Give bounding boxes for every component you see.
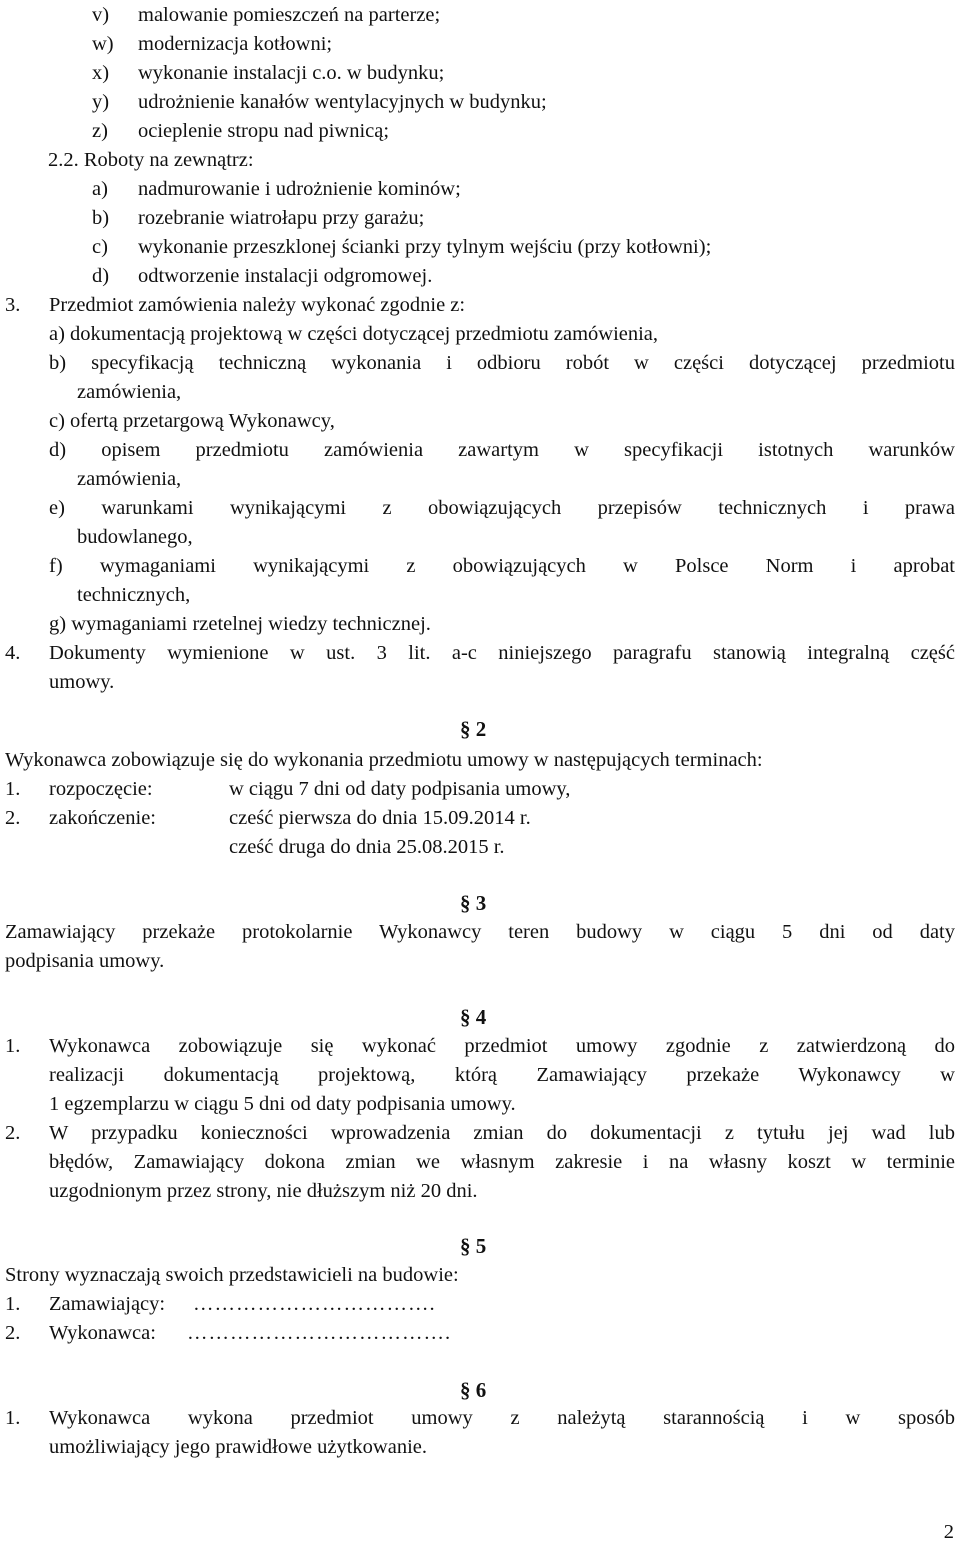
row-number: 1. [5, 778, 21, 800]
row-number: 1. [5, 1293, 21, 1315]
list-text: malowanie pomieszczeń na parterze; [138, 4, 441, 26]
row-value: w ciągu 7 dni od daty podpisania umowy, [229, 778, 571, 800]
point-3-number: 3. [5, 294, 21, 316]
list-text: rozebranie wiatrołapu przy garażu; [138, 207, 425, 229]
section-6-point-1-line-1: Wykonawca wykona przedmiot umowy z należytą starannością i w sposób [49, 1407, 955, 1429]
section-6-point-1-line-2: umożliwiający jego prawidłowe użytkowanie. [49, 1436, 427, 1458]
paragraph-symbol: § [460, 717, 471, 741]
signature-dots: ………………………………. [187, 1322, 452, 1344]
list-marker: d) [92, 265, 110, 287]
point-3-item-d-cont: zamówienia, [77, 468, 182, 490]
list-item-d [92, 265, 433, 287]
list-marker: z) [92, 120, 108, 142]
signature-dots: ……………………………. [193, 1293, 436, 1315]
section-4-point-1-line-2: realizacji dokumentacją projektową, którą Zamawiający przekaże Wykonawcy w [49, 1064, 955, 1086]
list-item-a [92, 178, 461, 200]
list-item-c [92, 236, 712, 258]
list-marker: w) [92, 33, 114, 55]
section-6-heading [460, 1378, 486, 1403]
list-text: ocieplenie stropu nad piwnicą; [138, 120, 390, 142]
row-number: 2. [5, 1322, 21, 1344]
list-text: wykonanie instalacji c.o. w budynku; [138, 62, 445, 84]
row-label: Wykonawca: [49, 1322, 156, 1344]
section-3-line-1: Zamawiający przekaże protokolarnie Wykonawcy teren budowy w ciągu 5 dni od daty [5, 921, 955, 943]
list-item-x [92, 62, 445, 84]
section-4-point-2-line-3: uzgodnionym przez strony, nie dłuższym niż 20 dni. [49, 1180, 478, 1202]
list-marker: x) [92, 62, 110, 84]
section-4-point-2-number: 2. [5, 1122, 21, 1144]
section-6-point-1-number: 1. [5, 1407, 21, 1429]
list-marker: c) [92, 236, 108, 258]
row-label: zakończenie: [49, 807, 156, 829]
section-number: 3 [475, 891, 487, 915]
list-item-z [92, 120, 390, 142]
section-2-row-1 [5, 778, 571, 800]
point-3-item-e: e) warunkami wynikającymi z obowiązujących przepisów technicznych i prawa [49, 497, 955, 519]
list-marker: y) [92, 91, 110, 113]
section-5-heading [460, 1234, 486, 1259]
paragraph-symbol: § [460, 1005, 471, 1029]
paragraph-symbol: § [460, 1234, 471, 1258]
list-item-w [92, 33, 333, 55]
list-text: nadmurowanie i udrożnienie kominów; [138, 178, 461, 200]
list-item-v [92, 4, 441, 26]
row-value: cześć pierwsza do dnia 15.09.2014 r. [229, 807, 531, 829]
point-3-item-f: f) wymaganiami wynikającymi z obowiązujących w Polsce Norm i aprobat [49, 555, 955, 577]
point-3-text: Przedmiot zamówienia należy wykonać zgodnie z: [49, 294, 466, 316]
list-marker: a) [92, 178, 108, 200]
section-4-heading [460, 1005, 486, 1030]
list-text: wykonanie przeszklonej ścianki przy tylnym wejściu (przy kotłowni); [138, 236, 712, 258]
point-3-item-g: g) wymaganiami rzetelnej wiedzy technicznej. [49, 613, 431, 635]
point-3-item-f-cont: technicznych, [77, 584, 191, 606]
point-3-item-b-cont: zamówienia, [77, 381, 182, 403]
paragraph-symbol: § [460, 1378, 471, 1402]
list-item-y [92, 91, 547, 113]
point-4-line-2: umowy. [49, 671, 115, 693]
outside-works-heading: 2.2. Roboty na zewnątrz: [48, 149, 254, 171]
point-3-item-a: a) dokumentacją projektową w części dotyczącej przedmiotu zamówienia, [49, 323, 659, 345]
section-2-heading [460, 717, 486, 742]
row-label: rozpoczęcie: [49, 778, 153, 800]
section-3-line-2: podpisania umowy. [5, 950, 165, 972]
point-4-line-1: Dokumenty wymienione w ust. 3 lit. a-c niniejszego paragrafu stanowią integralną część [49, 642, 955, 664]
section-4-point-1-number: 1. [5, 1035, 21, 1057]
section-5-row-2 [5, 1322, 452, 1344]
list-text: udrożnienie kanałów wentylacyjnych w budynku; [138, 91, 547, 113]
section-number: 4 [475, 1005, 487, 1029]
page-number: 2 [943, 1521, 954, 1543]
section-4-point-1-line-3: 1 egzemplarzu w ciągu 5 dni od daty podpisania umowy. [49, 1093, 516, 1115]
point-3-item-c: c) ofertą przetargową Wykonawcy, [49, 410, 335, 432]
section-number: 6 [475, 1378, 487, 1402]
list-text: modernizacja kotłowni; [138, 33, 333, 55]
point-3-item-b: b) specyfikacją techniczną wykonania i odbioru robót w części dotyczącej przedmiotu [49, 352, 955, 374]
section-4-point-2-line-1: W przypadku konieczności wprowadzenia zmian do dokumentacji z tytułu jej wad lub [49, 1122, 955, 1144]
list-marker: b) [92, 207, 110, 229]
section-number: 5 [475, 1234, 487, 1258]
section-5-intro: Strony wyznaczają swoich przedstawicieli na budowie: [5, 1264, 459, 1286]
section-2-row-2 [5, 807, 531, 829]
section-4-point-2-line-2: błędów, Zamawiający dokona zmian we własnym zakresie i na własny koszt w terminie [49, 1151, 955, 1173]
list-marker: v) [92, 4, 110, 26]
point-3-item-e-cont: budowlanego, [77, 526, 193, 548]
section-2-intro: Wykonawca zobowiązuje się do wykonania przedmiotu umowy w następujących terminach: [5, 749, 763, 771]
point-3-item-d: d) opisem przedmiotu zamówienia zawartym w specyfikacji istotnych warunków [49, 439, 955, 461]
point-4-number: 4. [5, 642, 21, 664]
section-3-heading [460, 891, 486, 916]
section-5-row-1 [5, 1293, 436, 1315]
row-number: 2. [5, 807, 21, 829]
row-label: Zamawiający: [49, 1293, 166, 1315]
row-value: cześć druga do dnia 25.08.2015 r. [229, 836, 505, 858]
section-number: 2 [475, 717, 487, 741]
paragraph-symbol: § [460, 891, 471, 915]
list-item-b [92, 207, 425, 229]
section-4-point-1-line-1: Wykonawca zobowiązuje się wykonać przedmiot umowy zgodnie z zatwierdzoną do [49, 1035, 955, 1057]
list-text: odtworzenie instalacji odgromowej. [138, 265, 433, 287]
